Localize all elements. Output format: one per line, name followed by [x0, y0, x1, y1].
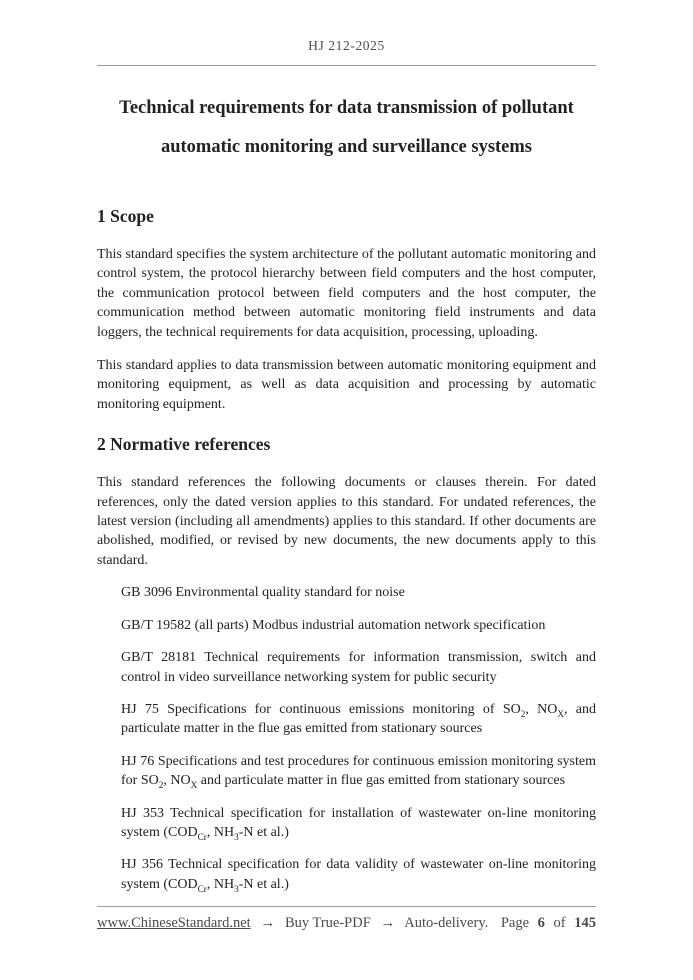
reference-item-hj-353: HJ 353 Technical specification for installation of wastewater on-line monitoring system ($COD_{Cr}$, $NH_3-N$ et al.): [121, 805, 596, 842]
document-title: [85, 89, 608, 167]
footer-promo: [97, 915, 494, 932]
normative-references-paragraph: This standard references the following documents or clauses therein. For dated references, only the dated version applies to this standard. For undated references, the latest version (including all amendments) applies to this standard. If other documents are abolished, modified, or revised by new documents, the new documents apply to this standard.: [97, 475, 596, 568]
reference-item-hj-76: HJ 76 Specifications and test procedures for continuous emission monitoring system for $SO_2$, $NO_X$ and particulate matter in flue gas emitted from stationary sources: [121, 753, 596, 790]
section-heading-normative-references: 2 Normative references: [97, 434, 271, 455]
header-divider: [97, 65, 596, 66]
right-arrow-icon: →: [380, 915, 396, 931]
scope-paragraph-2: This standard applies to data transmission between automatic monitoring equipment and monitoring equipment, as well as data acquisition and processing by automatic monitoring equipment.: [97, 358, 596, 412]
right-arrow-icon: →: [260, 915, 276, 931]
total-page-number: 145: [574, 915, 596, 931]
reference-item-hj-75: HJ 75 Specifications for continuous emissions monitoring of $SO_2$, $NO_X$, and particulate matter in the flue gas emitted from stationary sources: [121, 701, 596, 737]
reference-item-gbt-19582: GB/T 19582 (all parts) Modbus industrial automation network specification: [121, 617, 546, 633]
document-title-line-1: Technical requirements for data transmission of pollutant: [119, 98, 574, 118]
buy-true-pdf-label: Buy True-PDF: [284, 915, 371, 931]
page-footer: [97, 906, 596, 932]
page-indicator: [501, 915, 596, 932]
reference-item-gb-3096: GB 3096 Environmental quality standard for noise: [121, 585, 405, 601]
scope-paragraph-1: This standard specifies the system architecture of the pollutant automatic monitoring and control system, the protocol hierarchy between field computers and the host computer, the communication protocol between field computers and the host computer, the communication method between automatic monitoring field instruments and data loggers, the technical requirements for data acquisition, processing, uploading.: [97, 247, 596, 340]
section-heading-scope: 1 Scope: [97, 206, 154, 226]
current-page-number: 6: [537, 915, 545, 931]
site-link[interactable]: www.ChineseStandard.net: [97, 915, 251, 931]
reference-item-hj-356: HJ 356 Technical specification for data validity of wastewater on-line monitoring system ($COD_{Cr}$, $NH_3-N$ et al.): [121, 857, 596, 894]
of-label: of: [553, 915, 566, 931]
page-header: [97, 0, 596, 74]
reference-item-gbt-28181: GB/T 28181 Technical requirements for information transmission, switch and control in video surveillance networking system for public security: [121, 650, 596, 685]
references-list: [97, 583, 596, 894]
page-label: Page: [500, 915, 530, 931]
document-title-line-2: automatic monitoring and surveillance systems: [160, 137, 532, 157]
document-body: [97, 205, 596, 894]
auto-delivery-label: Auto-delivery.: [404, 915, 489, 931]
document-code: HJ 212-2025: [308, 38, 385, 53]
